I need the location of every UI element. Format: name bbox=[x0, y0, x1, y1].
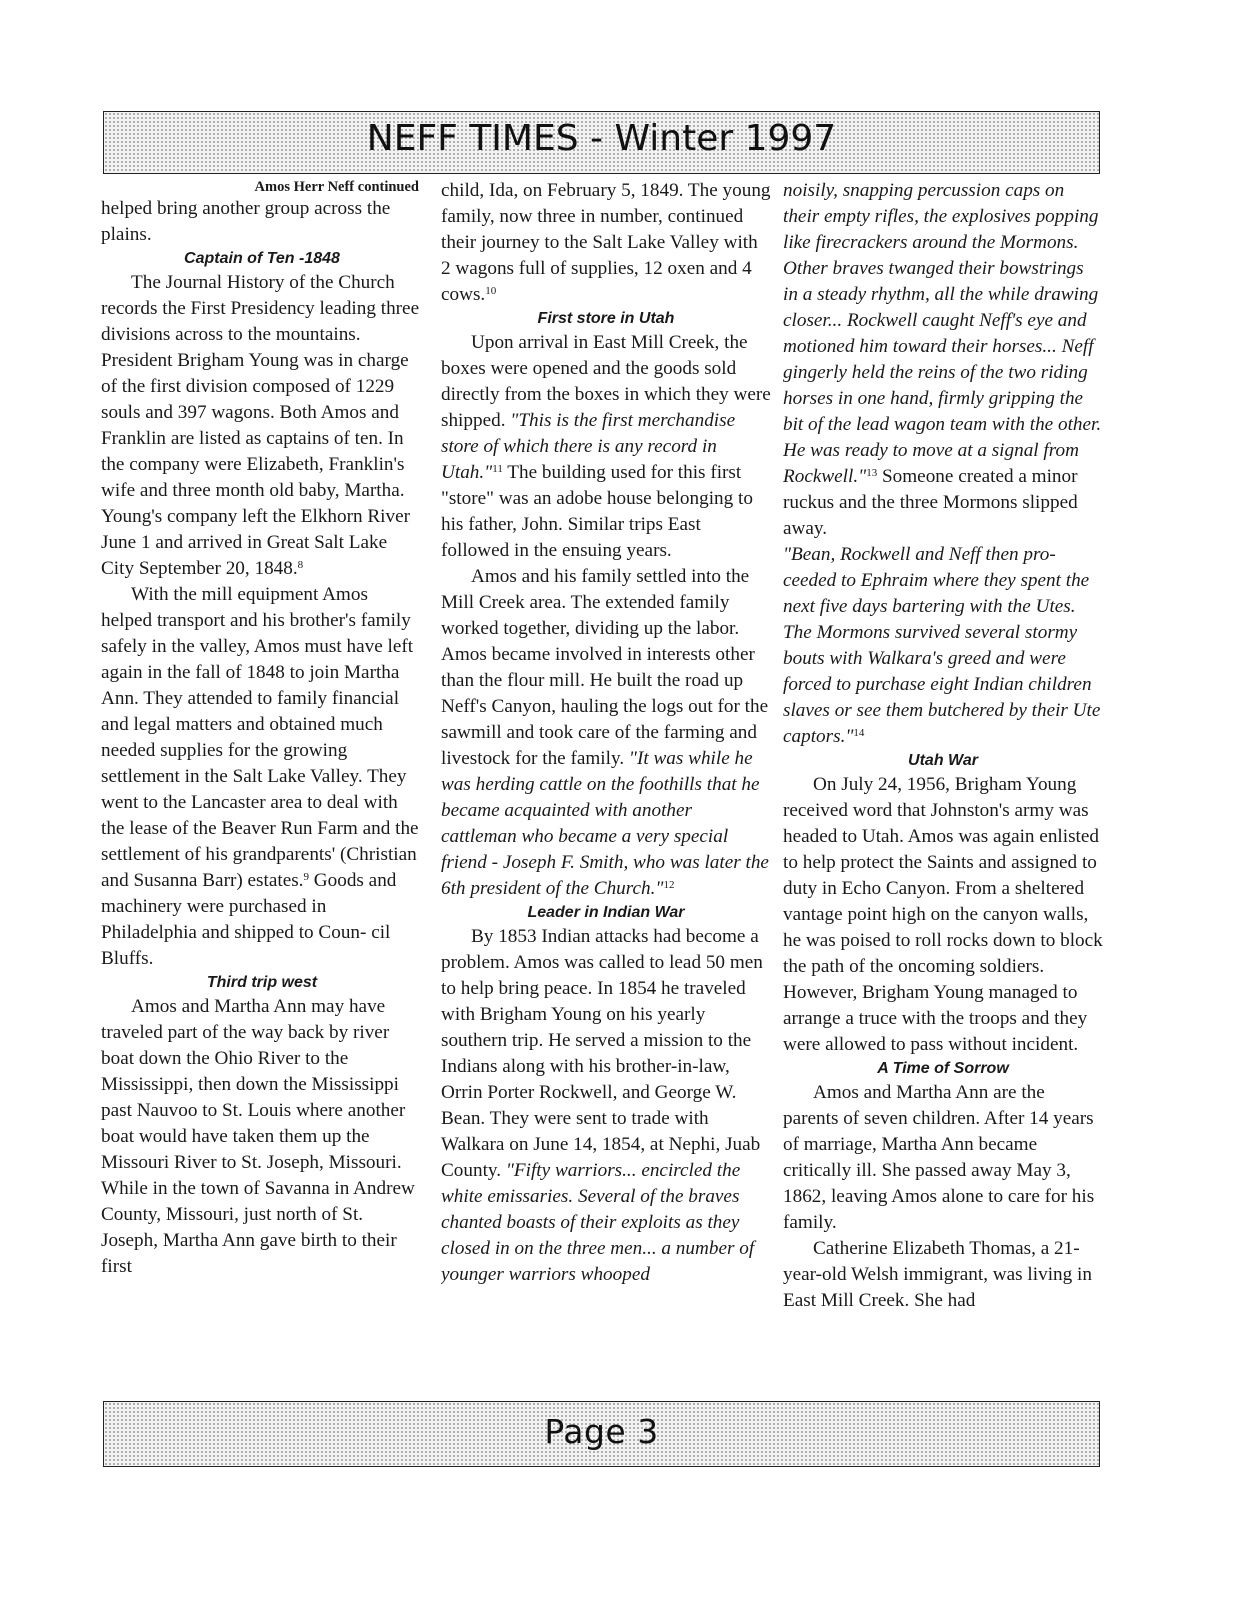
column-2 bbox=[441, 178, 771, 1394]
paragraph: Amos and Martha Ann may have traveled part of the way back by river boat down the Ohio River to the Mississippi, then down the Mississippi past Nauvoo to St. Louis where another boat would have taken them up the Missouri River to St. Joseph, Missouri. While in the town of Savanna in Andrew County, Missouri, just north of St. Joseph, Martha Ann gave birth to their first bbox=[101, 996, 415, 1277]
section-heading: Captain of Ten -1848 bbox=[184, 250, 340, 267]
paragraph: helped bring another group across the plains. bbox=[101, 198, 391, 245]
header-banner bbox=[103, 111, 1100, 174]
paragraph: The Journal History of the Church records the First Presidency leading three divisions across to the mountains. President Brigham Young was in charge of the first division composed of 1229 souls and 397 wagons. Both Amos and Franklin are listed as captains of ten. In the company were Elizabeth, Franklin's wife and three month old baby, Martha. Young's company left the Elkhorn River June 1 and arrived in Great Salt Lake City September 20, 1848.$^8$ bbox=[101, 272, 420, 579]
footnote-ref: 12 bbox=[663, 879, 675, 891]
footer-banner bbox=[103, 1401, 1100, 1467]
column-1 bbox=[101, 178, 423, 1394]
column-3 bbox=[783, 178, 1103, 1394]
footnote-ref: 9 bbox=[303, 871, 309, 883]
page-number: Page 3 bbox=[544, 1412, 659, 1451]
section-heading: A Time of Sorrow bbox=[877, 1060, 1009, 1077]
paragraph: Catherine Elizabeth Thomas, a 21-year-old Welsh immigrant, was living in East Mill Creek. She had bbox=[783, 1238, 1092, 1311]
paragraph: With the mill equipment Amos helped transport and his brother's family safely in the valley, Amos must have left again in the fall of 1848 to join Martha Ann. They attended to family financial and legal matters and obtained much needed supplies for the growing settlement in the Salt Lake Valley. They went to the Lancaster area to deal with the lease of the Beaver Run Farm and the settlement of his grandparents' (Christian and Susanna Barr) estates.$^9$ Goods and machinery were purchased in Philadelphia and shipped to Coun- cil Bluffs. bbox=[101, 584, 419, 969]
paragraph: Upon arrival in East Mill Creek, the boxes were opened and the goods sold directly from the boxes in which they were shipped. "This is the first merchandise store of which there is any record in Utah."$^{11}$ The building used for this first "store" was an adobe house belonging to his father, John. Similar trips East followed in the ensuing years. bbox=[441, 332, 771, 561]
section-heading: Third trip west bbox=[206, 974, 318, 991]
paragraph: Amos and Martha Ann are the parents of seven children. After 14 years of marriage, Martha Ann became critically ill. She passed away May 3, 1862, leaving Amos alone to care for his family. bbox=[783, 1082, 1095, 1233]
paragraph: On July 24, 1956, Brigham Young received word that Johnston's army was headed to Utah. Amos was again enlisted to help protect the Saints and assigned to duty in Echo Canyon. From a sheltered vantage point high on the canyon walls, he was poised to roll rocks down to block the path of the oncoming soldiers. However, Brigham Young managed to arrange a truce with the troops and they were allowed to pass without incident. bbox=[783, 774, 1103, 1055]
paragraph: "Bean, Rockwell and Neff then pro- ceeded to Ephraim where they spent the next five days bartering with the Utes. The Mormons survived several stormy bouts with Walkara's greed and were forced to purchase eight Indian children slaves or see them butchered by their Ute captors."$^{14}$ bbox=[783, 544, 1101, 747]
footnote-ref: 10 bbox=[485, 285, 497, 297]
footnote-ref: 8 bbox=[297, 559, 304, 571]
footnote-ref: 11 bbox=[492, 463, 503, 475]
continued-label: Amos Herr Neff continued bbox=[254, 179, 419, 195]
section-heading: First store in Utah bbox=[537, 310, 675, 327]
footnote-ref: 13 bbox=[866, 467, 878, 479]
paragraph: child, Ida, on February 5, 1849. The young family, now three in number, continued their journey to the Salt Lake Valley with 2 wagons full of supplies, 12 oxen and 4 cows.$^{10}$ bbox=[441, 180, 771, 305]
section-heading: Utah War bbox=[908, 752, 978, 769]
paragraph: noisily, snapping percussion caps on their empty rifles, the explosives popping like firecrackers around the Mormons. Other braves twanged their bowstrings in a steady rhythm, all the while drawing closer... Rockwell caught Neff's eye and motioned him toward their horses... Neff gingerly held the reins of the two riding horses in one hand, firmly gripping the bit of the lead wagon team with the other. He was ready to move at a signal from Rockwell."$^{13}$ Someone created a minor ruckus and the three Mormons slipped away. bbox=[783, 180, 1102, 539]
section-heading: Leader in Indian War bbox=[527, 904, 685, 921]
newsletter-title: NEFF TIMES - Winter 1997 bbox=[366, 118, 837, 159]
paragraph: Amos and his family settled into the Mill Creek area. The extended family worked together, dividing up the labor. Amos became involved in interests other than the flour mill. He built the road up Neff's Canyon, hauling the logs out for the sawmill and took care of the farming and livestock for the family. "It was while he was herding cattle on the foothills that he became acquainted with another cattleman who became a very special friend - Joseph F. Smith, who was later the 6th president of the Church."$^{12}$ bbox=[441, 566, 769, 899]
paragraph: By 1853 Indian attacks had become a problem. Amos was called to lead 50 men to help bring peace. In 1854 he traveled with Brigham Young on his yearly southern trip. He served a mission to the Indians along with his brother-in-law, Orrin Porter Rockwell, and George W. Bean. They were sent to trade with Walkara on June 14, 1854, at Nephi, Juab County. "Fifty warriors... encircled the white emissaries. Several of the braves chanted boasts of their exploits as they closed in on the three men... a number of younger warriors whooped bbox=[441, 926, 763, 1285]
footnote-ref: 14 bbox=[853, 727, 865, 739]
